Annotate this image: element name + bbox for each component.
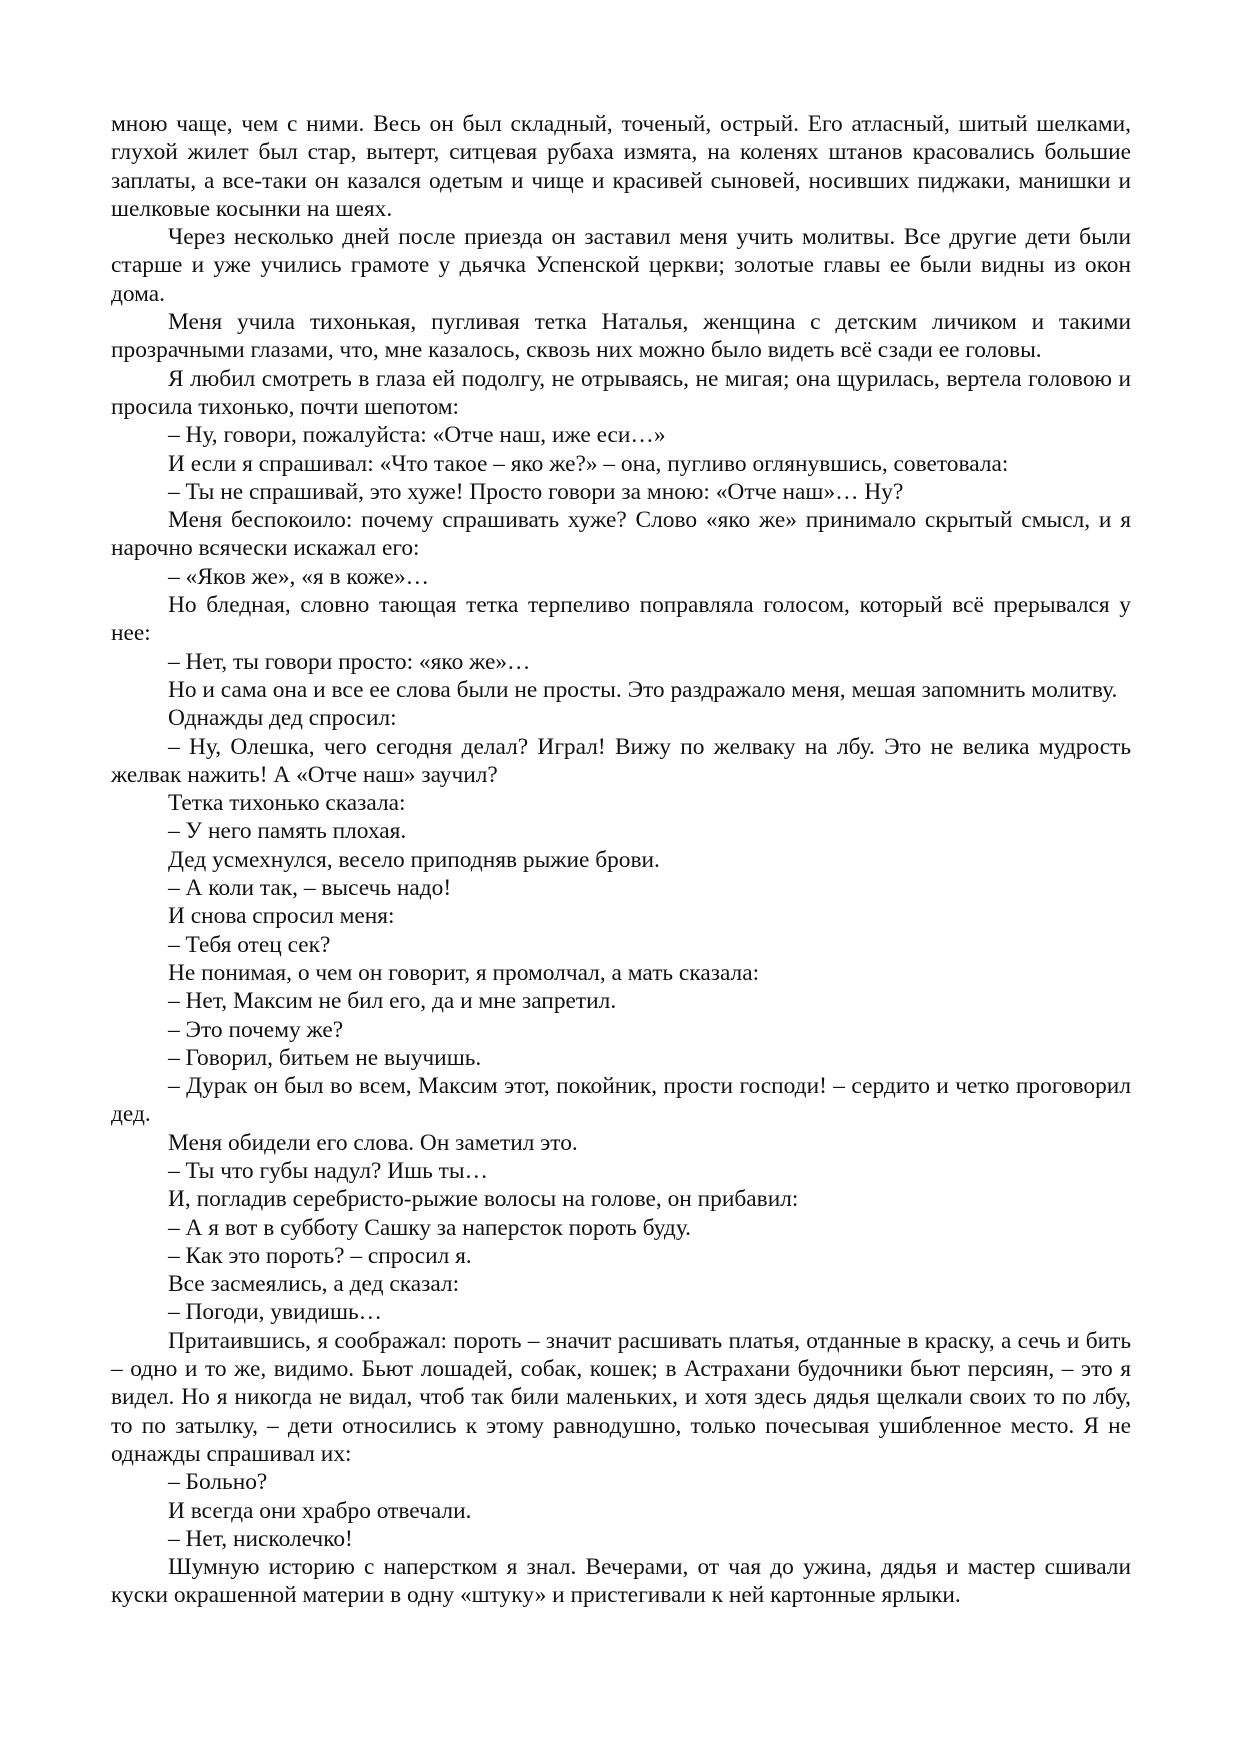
dialogue-line: – Ну, Олешка, чего сегодня делал? Играл! Вижу по желваку на лбу. Это не велика мудрость желвак нажить! А «Отче наш» заучил? xyxy=(111,733,1131,788)
dialogue-line: – Ты не спрашивай, это хуже! Просто говори за мною: «Отче наш»… Ну? xyxy=(168,478,904,505)
dialogue-line: – А я вот в субботу Сашку за наперсток пороть буду. xyxy=(168,1214,692,1241)
paragraph: Притаившись, я соображал: пороть – значит расшивать платья, отданные в краску, а сечь и бить – одно и то же, видимо. Бьют лошадей, собак, кошек; в Астрахани будочники бьют персиян, – это я видел. Но я никогда не видал, чтоб так били маленьких, и хотя здесь дядья щелкали своих то по лбу, то по затылку, – дети относились к этому равнодушно, только почесывая ушибленное место. Я не однажды спрашивал их: xyxy=(111,1327,1131,1467)
dialogue-line: – Дурак он был во всем, Максим этот, покойник, прости господи! – сердито и четко проговорил дед. xyxy=(111,1073,1131,1128)
paragraph: Дед усмехнулся, весело приподняв рыжие брови. xyxy=(168,846,660,873)
dialogue-line: – Нет, нисколечко! xyxy=(168,1525,353,1552)
paragraph: мною чаще, чем с ними. Весь он был складный, точеный, острый. Его атласный, шитый шелками, глухой жилет был стар, вытерт, ситцевая рубаха измята, на коленях штанов красовались большие заплаты, а все-таки он казался одетым и чище и красивей сыновей, носивших пиджаки, манишки и шелковые косынки на шеях. xyxy=(111,111,1131,222)
dialogue-line: – Погоди, увидишь… xyxy=(168,1299,383,1326)
dialogue-line: – Как это пороть? – спросил я. xyxy=(168,1242,472,1269)
dialogue-line: – Больно? xyxy=(168,1469,268,1496)
paragraph: Я любил смотреть в глаза ей подолгу, не отрываясь, не мигая; она щурилась, вертела головою и просила тихонько, почти шепотом: xyxy=(111,365,1131,420)
paragraph: И если я спрашивал: «Что такое – яко же?» – она, пугливо оглянувшись, советовала: xyxy=(168,450,1009,477)
paragraph: Однажды дед спросил: xyxy=(168,705,397,732)
paragraph: Меня беспокоило: почему спрашивать хуже? Слово «яко же» принимало скрытый смысл, и я нарочно всячески искажал его: xyxy=(111,507,1131,562)
dialogue-line: – Говорил, битьем не выучишь. xyxy=(168,1044,482,1071)
paragraph: Меня обидели его слова. Он заметил это. xyxy=(168,1129,578,1156)
paragraph: Но и сама она и все ее слова были не просты. Это раздражало меня, мешая запомнить молитву. xyxy=(168,676,1118,703)
document-page xyxy=(111,110,1131,1610)
paragraph: Все засмеялись, а дед сказал: xyxy=(168,1271,460,1298)
dialogue-line: – А коли так, – высечь надо! xyxy=(168,875,452,902)
dialogue-line: – Нет, ты говори просто: «яко же»… xyxy=(168,648,531,675)
paragraph: Не понимая, о чем он говорит, я промолчал, а мать сказала: xyxy=(168,959,760,986)
dialogue-line: – Тебя отец сек? xyxy=(168,931,331,958)
paragraph: И всегда они храбро отвечали. xyxy=(168,1497,472,1524)
dialogue-line: – «Яков же», «я в коже»… xyxy=(168,563,430,590)
paragraph: Через несколько дней после приезда он заставил меня учить молитвы. Все другие дети были старше и уже учились грамоте у дьячка Успенской церкви; золотые главы ее были видны из окон дома. xyxy=(111,224,1131,307)
paragraph: Но бледная, словно тающая тетка терпеливо поправляла голосом, который всё прерывался у нее: xyxy=(111,592,1131,647)
dialogue-line: – Ну, говори, пожалуйста: «Отче наш, иже еси…» xyxy=(168,422,666,449)
dialogue-line: – Это почему же? xyxy=(168,1016,344,1043)
paragraph: Меня учила тихонькая, пугливая тетка Наталья, женщина с детским личиком и такими прозрачными глазами, что, мне казалось, сквозь них можно было видеть всё сзади ее головы. xyxy=(111,309,1131,364)
paragraph: Тетка тихонько сказала: xyxy=(168,790,406,817)
paragraph: И снова спросил меня: xyxy=(168,903,395,930)
dialogue-line: – Нет, Максим не бил его, да и мне запретил. xyxy=(168,988,617,1015)
paragraph: Шумную историю с наперстком я знал. Вечерами, от чая до ужина, дядья и мастер сшивали куски окрашенной материи в одну «штуку» и пристегивали к ней картонные ярлыки. xyxy=(111,1554,1131,1609)
dialogue-line: – Ты что губы надул? Ишь ты… xyxy=(168,1157,489,1184)
paragraph: И, погладив серебристо-рыжие волосы на голове, он прибавил: xyxy=(168,1186,799,1213)
dialogue-line: – У него память плохая. xyxy=(168,818,407,845)
